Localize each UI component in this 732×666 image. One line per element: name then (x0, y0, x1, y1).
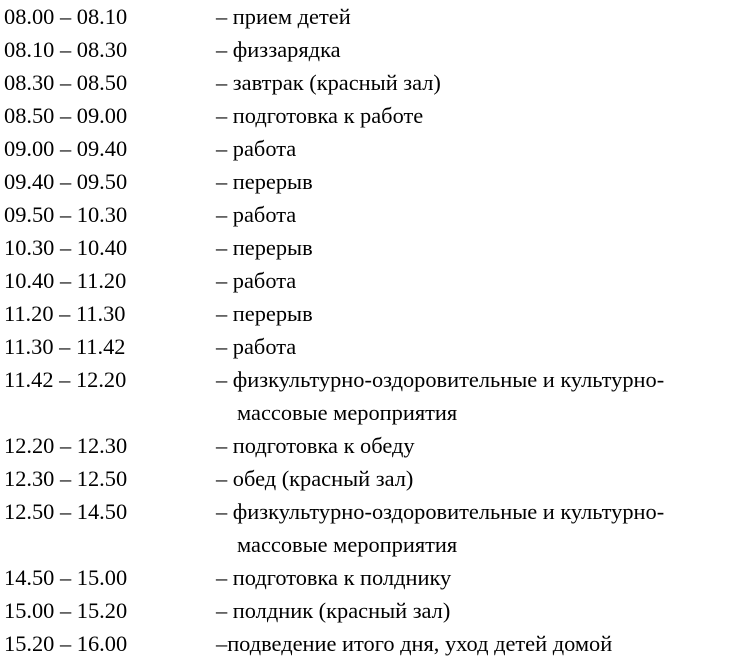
activity-line: – физкультурно-оздоровительные и культурно- (216, 499, 665, 524)
activity-continuation: массовые мероприятия (237, 532, 458, 557)
activity: – прием детей (216, 4, 351, 29)
schedule-row (4, 33, 730, 66)
schedule-row (4, 198, 730, 231)
daily-schedule (4, 0, 730, 660)
time-range: 12.30 – 12.50 (4, 466, 128, 491)
activity: – физзарядка (216, 37, 341, 62)
schedule-row (4, 165, 730, 198)
time-range: 08.00 – 08.10 (4, 4, 128, 29)
activity: – подготовка к работе (216, 103, 424, 128)
schedule-row (4, 429, 730, 462)
time-range: 11.20 – 11.30 (4, 301, 126, 326)
activity: – перерыв (216, 301, 313, 326)
schedule-row (4, 594, 730, 627)
activity: – подготовка к полднику (216, 565, 452, 590)
time-range: 12.50 – 14.50 (4, 499, 128, 524)
activity: – работа (216, 268, 297, 293)
schedule-row (4, 132, 730, 165)
time-range: 09.00 – 09.40 (4, 136, 128, 161)
time-range: 08.10 – 08.30 (4, 37, 128, 62)
schedule-row (4, 0, 730, 33)
schedule-row (4, 66, 730, 99)
time-range: 08.30 – 08.50 (4, 70, 128, 95)
activity: – работа (216, 334, 297, 359)
time-range: 10.30 – 10.40 (4, 235, 128, 260)
schedule-row (4, 297, 730, 330)
schedule-row (4, 627, 730, 660)
activity: – подготовка к обеду (216, 433, 415, 458)
activity: –подведение итого дня, уход детей домой (216, 631, 613, 656)
schedule-row (4, 495, 730, 561)
time-range: 09.50 – 10.30 (4, 202, 128, 227)
activity (216, 363, 664, 429)
time-range: 09.40 – 09.50 (4, 169, 128, 194)
time-range: 15.00 – 15.20 (4, 598, 128, 623)
schedule-row (4, 99, 730, 132)
schedule-row (4, 330, 730, 363)
activity: – работа (216, 202, 297, 227)
schedule-row (4, 363, 730, 429)
activity-continuation: массовые мероприятия (237, 400, 458, 425)
activity: – перерыв (216, 169, 313, 194)
schedule-row (4, 264, 730, 297)
activity: – полдник (красный зал) (216, 598, 451, 623)
time-range: 11.30 – 11.42 (4, 334, 126, 359)
activity: – обед (красный зал) (216, 466, 414, 491)
time-range: 15.20 – 16.00 (4, 631, 128, 656)
activity: – завтрак (красный зал) (216, 70, 441, 95)
activity (216, 495, 664, 561)
schedule-row (4, 561, 730, 594)
activity: – работа (216, 136, 297, 161)
schedule-row (4, 231, 730, 264)
schedule-row (4, 462, 730, 495)
activity: – перерыв (216, 235, 313, 260)
time-range: 10.40 – 11.20 (4, 268, 127, 293)
time-range: 08.50 – 09.00 (4, 103, 128, 128)
time-range: 11.42 – 12.20 (4, 367, 127, 392)
time-range: 14.50 – 15.00 (4, 565, 128, 590)
time-range: 12.20 – 12.30 (4, 433, 128, 458)
activity-line: – физкультурно-оздоровительные и культурно- (216, 367, 665, 392)
